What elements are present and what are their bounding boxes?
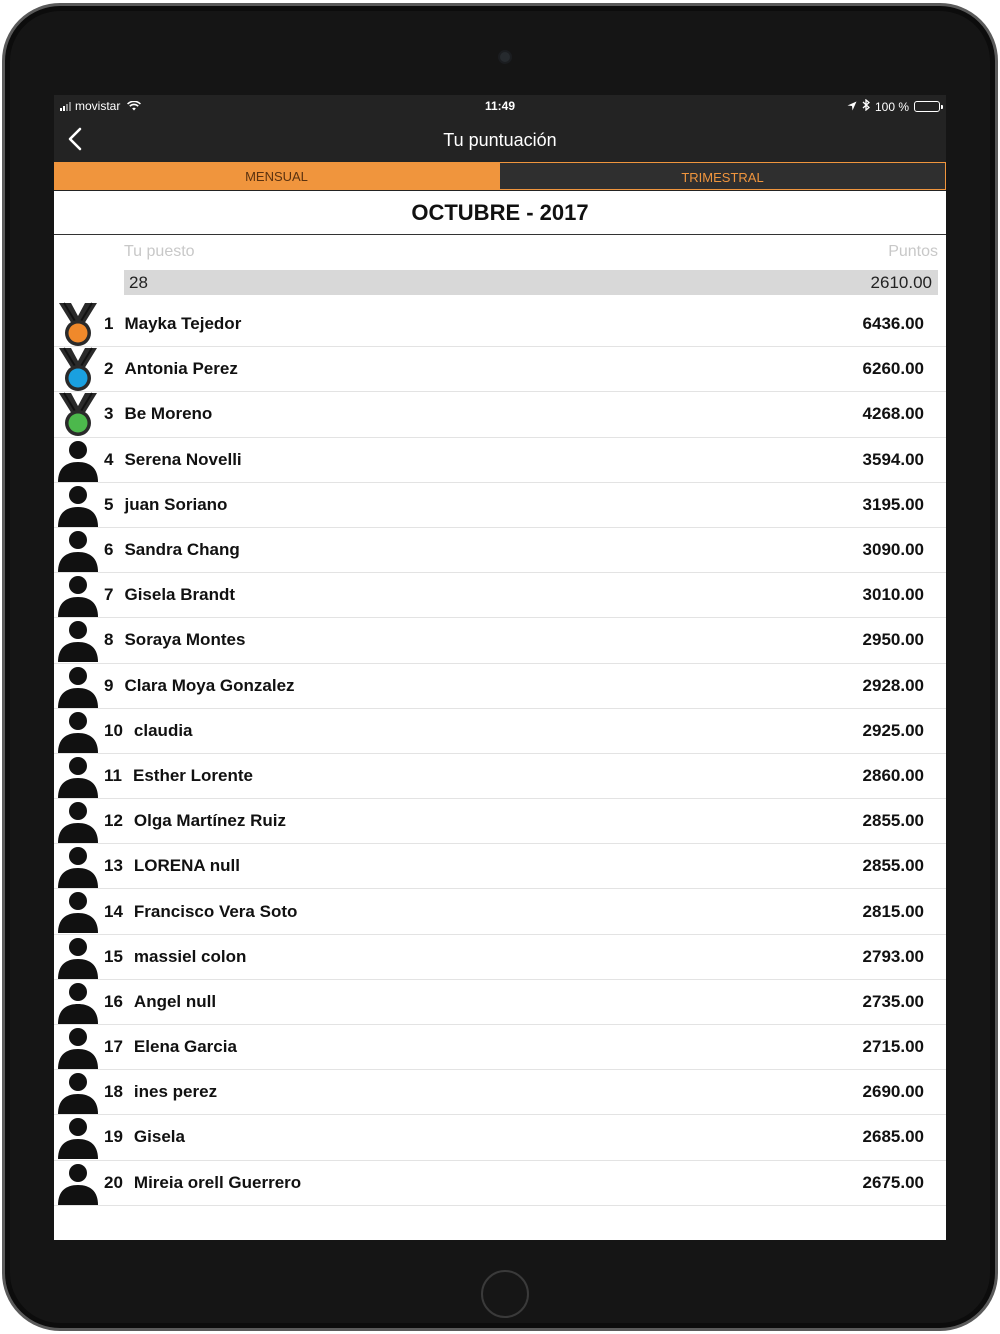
rank-number: 16: [104, 991, 123, 1011]
user-icon: [56, 754, 100, 798]
my-position-value: 28: [129, 273, 148, 292]
rank-number: 5: [104, 494, 114, 514]
rank-number: 1: [104, 314, 114, 334]
points-label: Puntos: [888, 243, 938, 260]
participant-points: 2925.00: [862, 720, 924, 740]
ranking-row[interactable]: [54, 483, 946, 528]
participant-points: 2928.00: [862, 675, 924, 695]
participant-points: 2855.00: [862, 811, 924, 831]
my-position-labels: [124, 243, 938, 263]
participant-points: 3195.00: [862, 494, 924, 514]
status-bar: [54, 95, 946, 117]
user-icon: [56, 889, 100, 933]
participant-points: 2793.00: [862, 946, 924, 966]
user-icon: [56, 573, 100, 617]
participant-name: Mireia orell Guerrero: [133, 1172, 302, 1192]
user-icon: [56, 618, 100, 662]
participant-points: 3090.00: [862, 540, 924, 560]
ranking-row[interactable]: [54, 347, 946, 392]
participant-points: 2675.00: [862, 1172, 924, 1192]
participant-points: 2715.00: [862, 1037, 924, 1057]
participant-name: Serena Novelli: [124, 449, 242, 469]
participant-name: Clara Moya Gonzalez: [124, 675, 295, 695]
ranking-row[interactable]: [54, 1115, 946, 1160]
user-icon: [56, 844, 100, 888]
rank-number: 14: [104, 901, 123, 921]
user-icon: [56, 528, 100, 572]
rank-number: 13: [104, 856, 123, 876]
chevron-left-icon[interactable]: [64, 125, 88, 153]
rank-number: 9: [104, 675, 114, 695]
user-icon: [56, 1070, 100, 1114]
ranking-row[interactable]: [54, 980, 946, 1025]
ranking-row[interactable]: [54, 1025, 946, 1070]
participant-points: 2690.00: [862, 1082, 924, 1102]
participant-name: Olga Martínez Ruiz: [133, 811, 286, 831]
ranking-row[interactable]: [54, 528, 946, 573]
tab-mensual[interactable]: MENSUAL: [54, 162, 499, 190]
battery-icon: [914, 101, 940, 112]
period-heading: OCTUBRE - 2017: [54, 191, 946, 235]
rank-number: 12: [104, 811, 123, 831]
rank-number: 3: [104, 404, 114, 424]
participant-name: Gisela Brandt: [124, 585, 236, 605]
rank-number: 19: [104, 1127, 123, 1147]
ranking-row[interactable]: [54, 618, 946, 663]
location-icon: [847, 100, 857, 114]
clock: 11:49: [484, 99, 516, 113]
rank-number: 17: [104, 1037, 123, 1057]
period-tabs: [54, 162, 946, 191]
wifi-icon: [127, 101, 141, 111]
user-icon: [56, 980, 100, 1024]
participant-points: 2815.00: [862, 901, 924, 921]
participant-name: claudia: [133, 720, 193, 740]
ranking-row[interactable]: [54, 844, 946, 889]
participant-points: 2855.00: [862, 856, 924, 876]
rank-number: 18: [104, 1082, 123, 1102]
position-label: Tu puesto: [124, 243, 195, 260]
rank-number: 10: [104, 720, 123, 740]
participant-points: 2950.00: [862, 630, 924, 650]
home-button[interactable]: [481, 1270, 529, 1318]
rank-number: 15: [104, 946, 123, 966]
medal-icon: [56, 302, 100, 346]
participant-name: Sandra Chang: [124, 540, 240, 560]
battery-label: 100 %: [874, 99, 909, 114]
medal-icon: [56, 392, 100, 436]
rank-number: 2: [104, 359, 114, 379]
user-icon: [56, 483, 100, 527]
participant-points: 2735.00: [862, 991, 924, 1011]
ranking-row[interactable]: [54, 392, 946, 437]
ranking-list: [54, 302, 946, 1206]
ranking-row[interactable]: [54, 754, 946, 799]
user-icon: [56, 935, 100, 979]
camera-icon: [498, 50, 512, 64]
ranking-row[interactable]: [54, 799, 946, 844]
participant-name: Soraya Montes: [124, 630, 246, 650]
user-icon: [56, 709, 100, 753]
participant-points: 6436.00: [862, 314, 924, 334]
ranking-row[interactable]: [54, 1161, 946, 1206]
participant-name: ines perez: [133, 1082, 218, 1102]
medal-icon: [56, 347, 100, 391]
ranking-row[interactable]: [54, 709, 946, 754]
ranking-row[interactable]: [54, 889, 946, 934]
participant-points: 2685.00: [862, 1127, 924, 1147]
participant-name: Antonia Perez: [124, 359, 238, 379]
rank-number: 8: [104, 630, 114, 650]
signal-icon: [60, 102, 71, 111]
rank-number: 4: [104, 449, 114, 469]
user-icon: [56, 438, 100, 482]
user-icon: [56, 1161, 100, 1205]
ranking-row[interactable]: [54, 1070, 946, 1115]
rank-number: 20: [104, 1172, 123, 1192]
rank-number: 6: [104, 540, 114, 560]
ranking-row[interactable]: [54, 935, 946, 980]
tab-trimestral[interactable]: TRIMESTRAL: [499, 162, 946, 190]
participant-name: Elena Garcia: [133, 1037, 237, 1057]
carrier-label: movistar: [75, 99, 121, 113]
participant-points: 3010.00: [862, 585, 924, 605]
bluetooth-icon: [862, 99, 870, 114]
participant-name: massiel colon: [133, 946, 247, 966]
participant-points: 6260.00: [862, 359, 924, 379]
app-screen: [54, 95, 946, 1240]
rank-number: 11: [104, 765, 122, 785]
participant-name: Francisco Vera Soto: [133, 901, 298, 921]
participant-points: 4268.00: [862, 404, 924, 424]
participant-name: Esther Lorente: [132, 765, 253, 785]
user-icon: [56, 664, 100, 708]
participant-name: LORENA null: [133, 856, 241, 876]
page-title: Tu puntuación: [443, 130, 557, 150]
ranking-row[interactable]: [54, 664, 946, 709]
ranking-row[interactable]: [54, 302, 946, 347]
participant-name: Mayka Tejedor: [124, 314, 242, 334]
user-icon: [56, 1115, 100, 1159]
my-position-bar: [124, 270, 938, 295]
participant-name: Gisela: [133, 1127, 185, 1147]
user-icon: [56, 1025, 100, 1069]
user-icon: [56, 799, 100, 843]
participant-points: 2860.00: [862, 765, 924, 785]
nav-bar: [54, 117, 946, 162]
participant-name: juan Soriano: [124, 494, 228, 514]
my-points-value: 2610.00: [870, 273, 932, 292]
participant-name: Be Moreno: [124, 404, 213, 424]
participant-name: Angel null: [133, 991, 217, 1011]
rank-number: 7: [104, 585, 114, 605]
ranking-row[interactable]: [54, 438, 946, 483]
participant-points: 3594.00: [862, 449, 924, 469]
ranking-row[interactable]: [54, 573, 946, 618]
